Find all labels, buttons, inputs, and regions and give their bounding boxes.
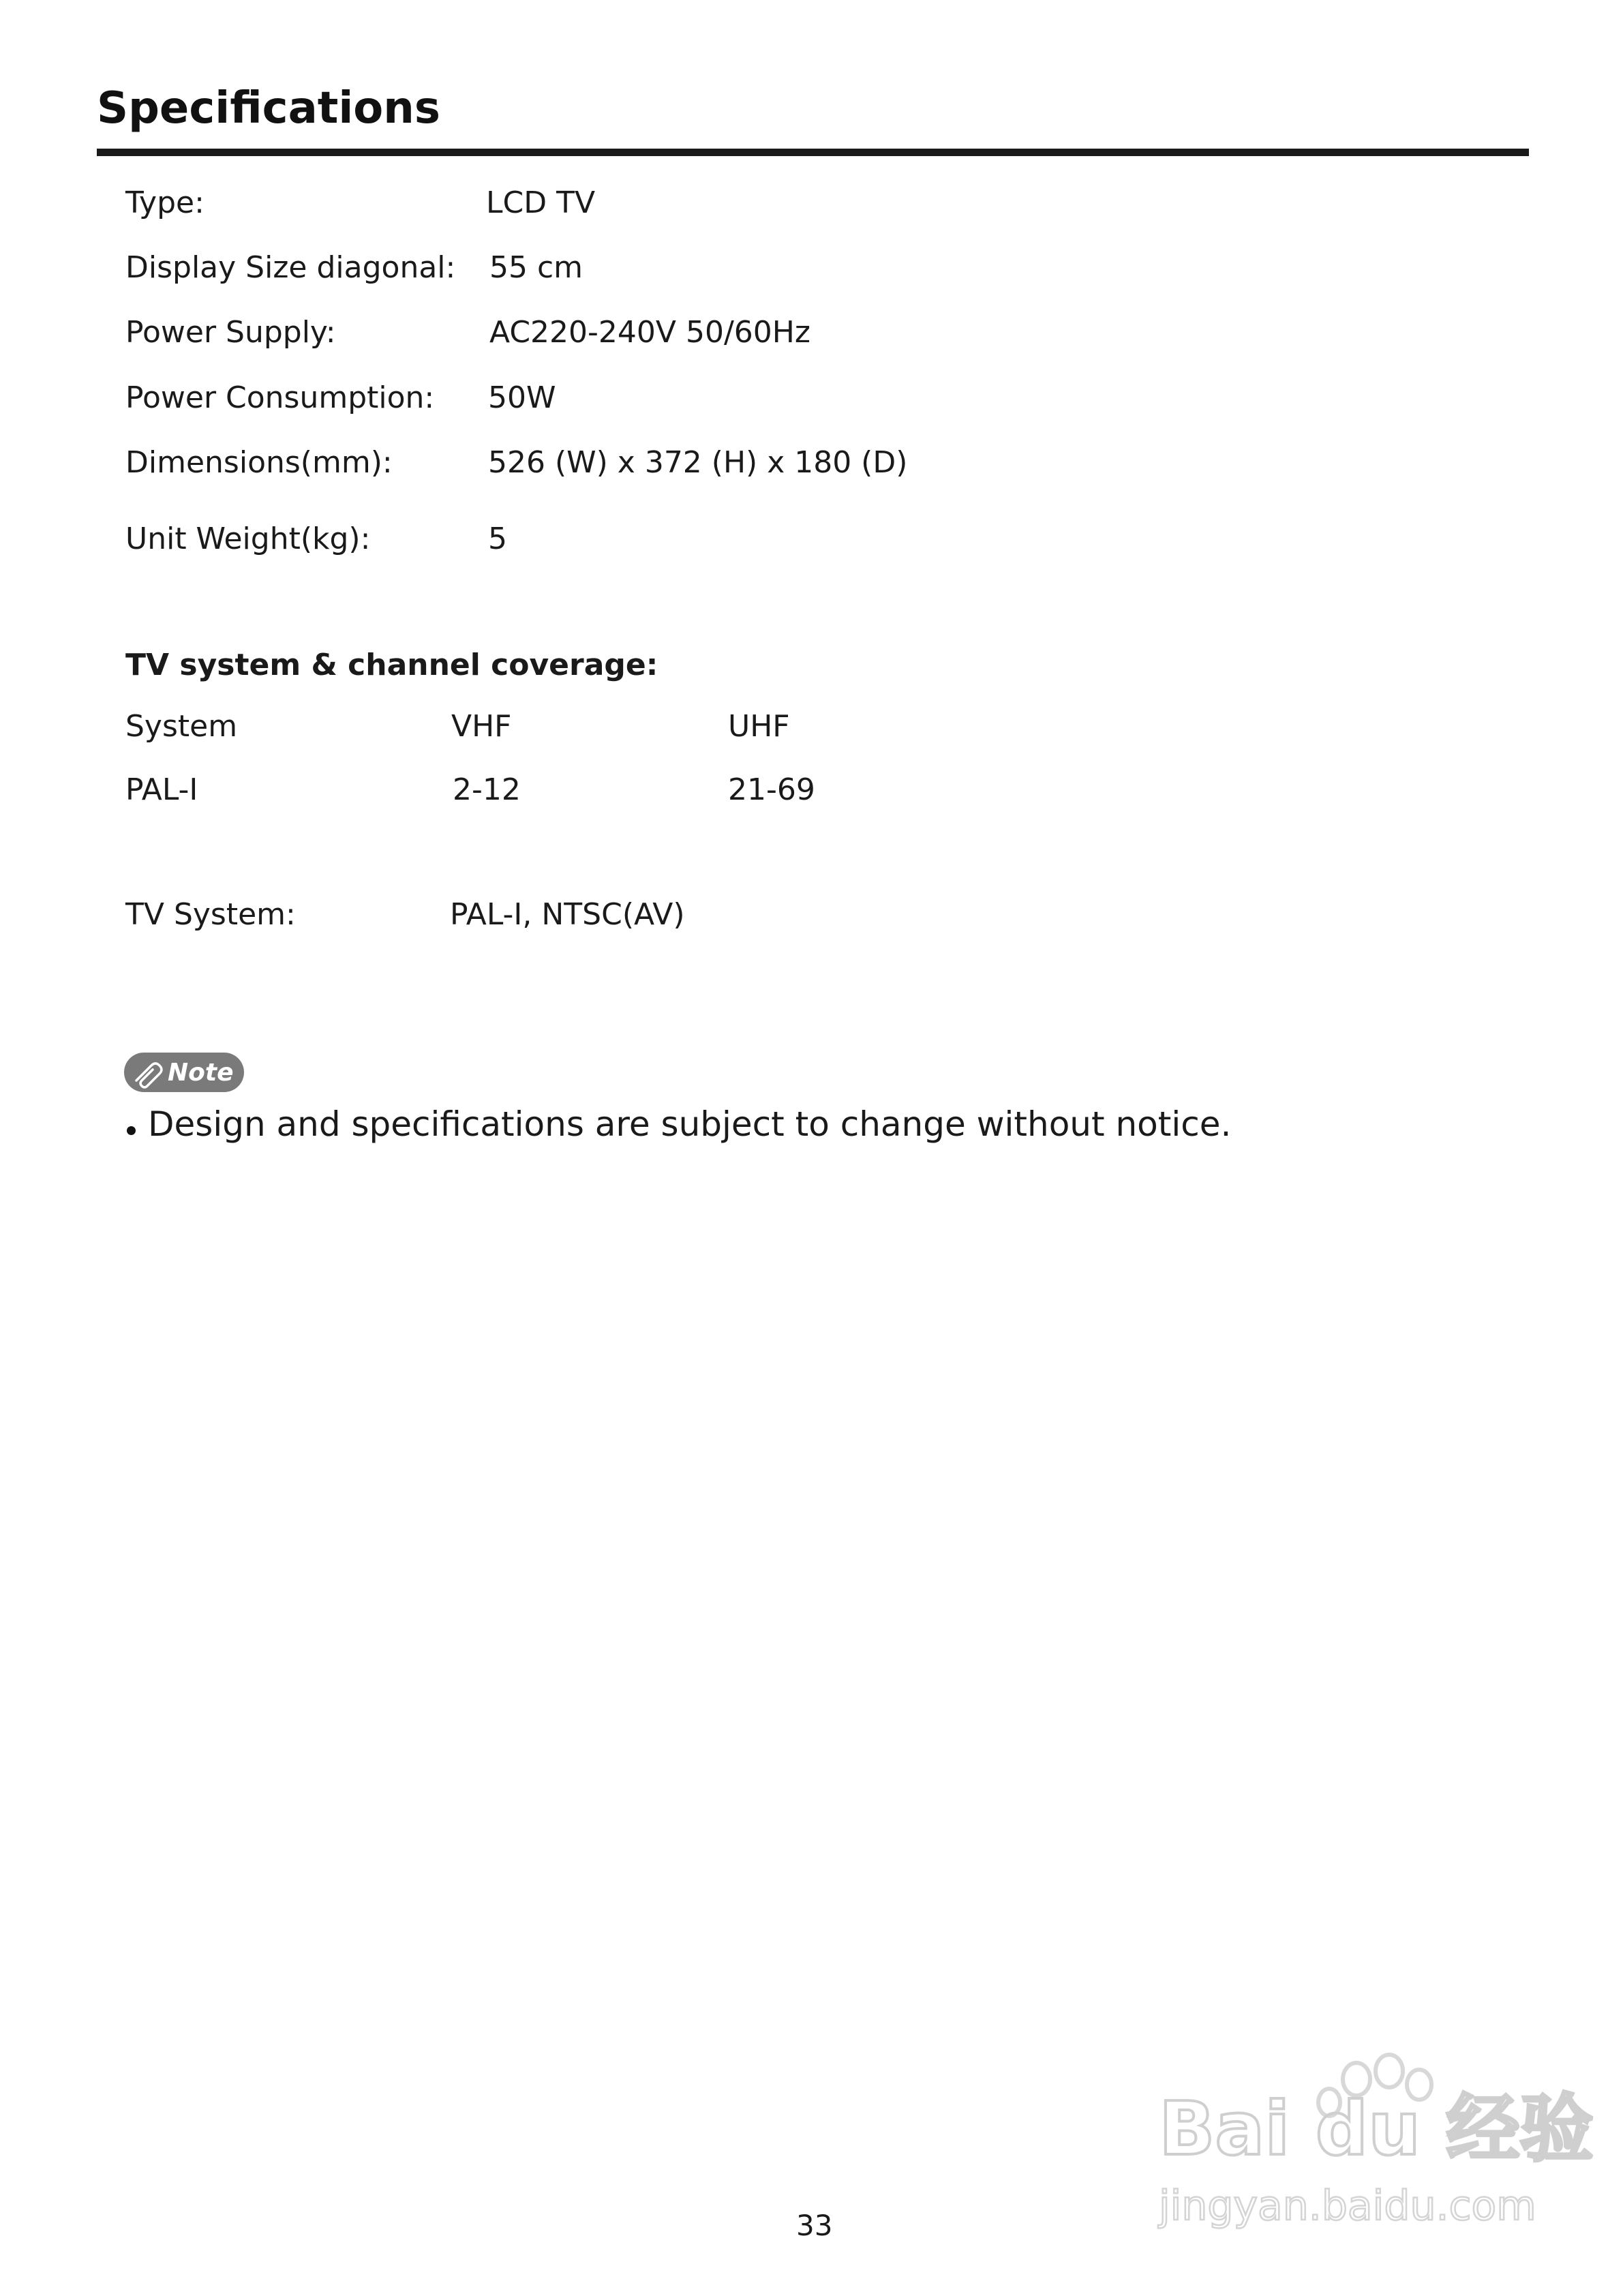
spec-value-display-size: 55 cm (489, 250, 583, 285)
page-number: 33 (796, 2209, 833, 2242)
spec-value-power-supply: AC220-240V 50/60Hz (489, 315, 810, 350)
note-bullet (127, 1126, 136, 1135)
baidu-watermark-logo (1152, 2045, 1594, 2250)
spec-value-power-consumption: 50W (488, 380, 556, 415)
spec-label-display-size: Display Size diagonal: (125, 250, 456, 285)
note-label: Note (168, 1058, 234, 1087)
coverage-heading: TV system & channel coverage: (125, 648, 658, 682)
coverage-row-vhf: 2-12 (453, 772, 521, 807)
title-rule (97, 149, 1529, 156)
spec-label-dimensions: Dimensions(mm): (125, 445, 393, 480)
spec-label-power-supply: Power Supply: (125, 315, 336, 350)
spec-label-weight: Unit Weight(kg): (125, 522, 371, 556)
note-text: Design and specifications are subject to change without notice. (148, 1104, 1232, 1144)
coverage-row-system: PAL-I (125, 772, 198, 807)
coverage-header-uhf: UHF (728, 709, 790, 744)
tv-system-label: TV System: (125, 897, 296, 932)
spec-value-weight: 5 (488, 522, 507, 556)
spec-label-power-consumption: Power Consumption: (125, 380, 435, 415)
watermark-sub-text: jingyan.baidu.com (1159, 2182, 1536, 2230)
spec-value-type: LCD TV (486, 185, 596, 220)
note-badge (124, 1053, 244, 1092)
spec-value-dimensions: 526 (W) x 372 (H) x 180 (D) (488, 445, 908, 480)
coverage-header-vhf: VHF (451, 709, 512, 744)
coverage-header-system: System (125, 709, 238, 744)
coverage-row-uhf: 21-69 (728, 772, 815, 807)
page-title: Specifications (97, 83, 440, 134)
paperclip-icon (131, 1057, 166, 1087)
watermark-main-text: Bai du 经验 (1159, 2087, 1594, 2172)
tv-system-value: PAL-I, NTSC(AV) (450, 897, 685, 932)
spec-label-type: Type: (125, 185, 204, 220)
